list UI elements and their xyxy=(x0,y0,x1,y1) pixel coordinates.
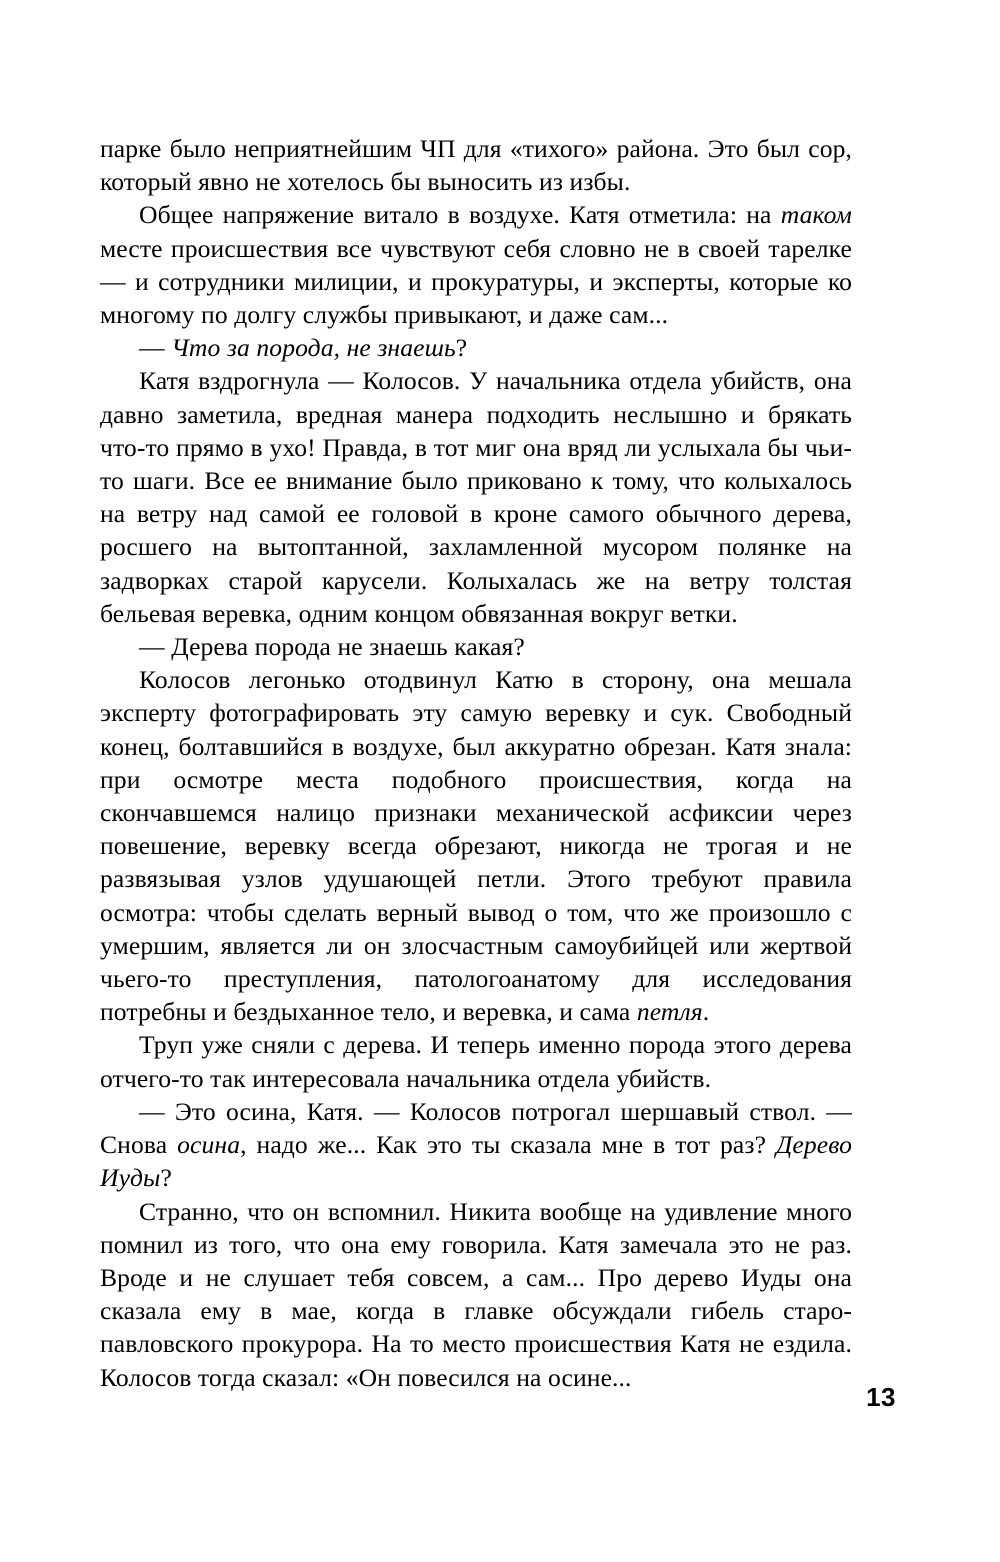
body-text-column xyxy=(100,132,852,1394)
paragraph-6: Колосов легонько отодвинул Катю в сторону, она мешала эксперту фотографировать эту самую веревку и сук. Свободный конец, болтавшийся в воздухе, был аккуратно обрезан. Катя знала: при осмотре места подобного происшествия, когда на скончавшемся налицо признаки механической асфиксии через повешение, веревку всегда обрезают, никогда не трогая и не развязывая узлов удушающей петли. Этого требуют правила осмотра: чтобы сделать верный вывод о том, что же произошло с умершим, является ли он злосчастным самоубийцей или жертвой чьего-то преступления, патологоанатому для исследования потребны и бездыханное тело, и веревка, и сама петля. xyxy=(100,665,852,1027)
emphasis-text: Что за порода, не знаешь xyxy=(171,333,456,363)
paragraph-3-dialogue: — Что за порода, не знаешь? xyxy=(139,333,468,363)
emphasis-text: осина xyxy=(177,1130,241,1160)
paragraph-9: Странно, что он вспомнил. Никита вообще на удивление много помнил из того, что она ему говорила. Катя замечала это не раз. Вроде и не слушает тебя совсем, а сам... Про дерево Иуды она сказала ему в мае, когда в главке обсуждали гибель старо-павловского прокурора. На то место происшествия Катя не ездила. Колосов тогда сказал: «Он повесился на осине... xyxy=(100,1196,852,1392)
page-number: 13 xyxy=(866,1382,896,1412)
paragraph-1: парке было неприятнейшим ЧП для «тихого» района. Это был сор, который явно не хотелось бы выносить из избы. xyxy=(100,134,852,197)
paragraph-4: Катя вздрогнула — Колосов. У начальника отдела убийств, она давно заметила, вредная манера подходить неслышно и брякать что-то прямо в ухо! Правда, в тот миг она вряд ли услыхала бы чьи-то шаги. Все ее внимание было приковано к тому, что колыхалось на ветру над самой ее головой в кроне самого обычного дерева, росшего на вытоптанной, захламленной мусором полянке на задворках старой карусели. Колыхалась же на ветру толстая бельевая веревка, одним концом обвязанная вокруг ветки. xyxy=(100,366,852,628)
emphasis-text: Дерево Иуды xyxy=(100,1130,853,1193)
paragraph-7: Труп уже сняли с дерева. И теперь именно порода этого дерева отчего-то так интересовала начальника отдела убийств. xyxy=(100,1030,852,1093)
emphasis-text: петля xyxy=(636,997,703,1027)
paragraph-2: Общее напряжение витало в воздухе. Катя отметила: на таком месте происшествия все чувствуют себя словно не в своей тарелке — и сотрудники милиции, и прокуратуры, и эксперты, которые ко многому по долгу службы привыкают, и даже сам... xyxy=(100,200,852,330)
paragraph-8-dialogue: — Это осина, Катя. — Колосов потрогал шершавый ствол. — Снова осина, надо же... Как это ты сказала мне в тот раз? Дерево Иуды? xyxy=(100,1096,853,1193)
paragraph-5-dialogue: — Дерева порода не знаешь какая? xyxy=(139,632,525,662)
emphasis-text: таком xyxy=(780,200,852,230)
